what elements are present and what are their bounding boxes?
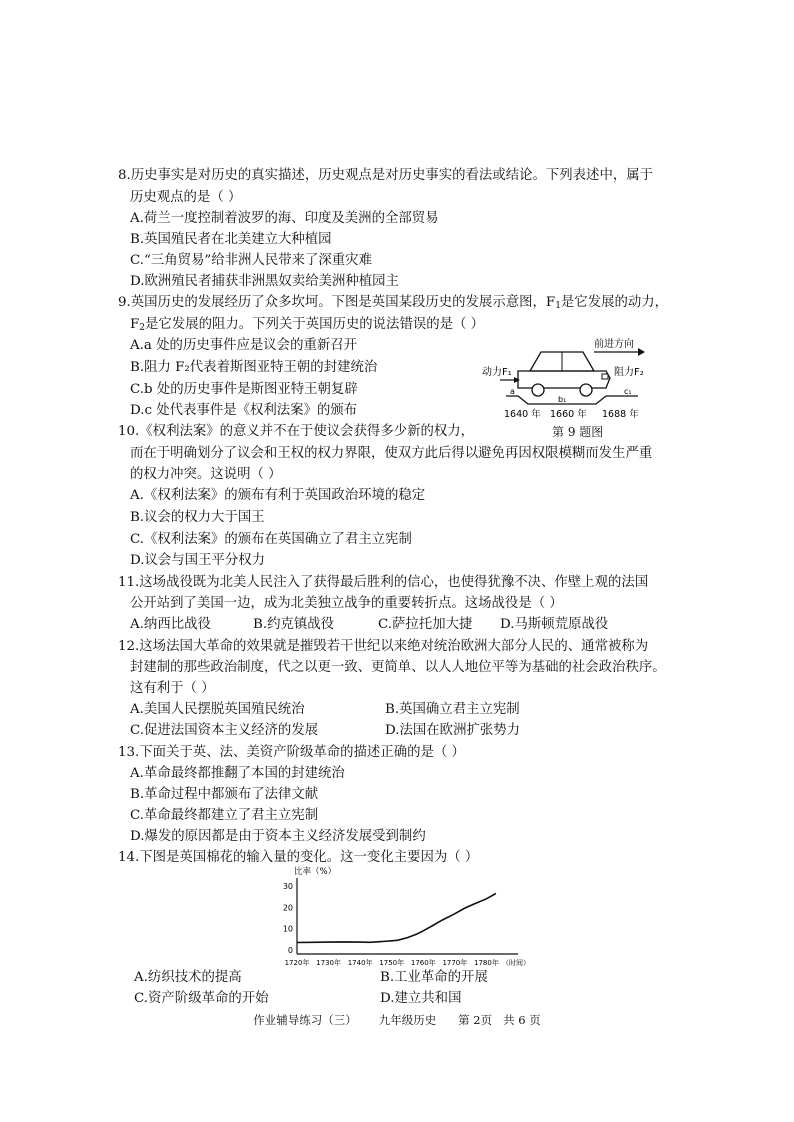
q8-option-a: A.荷兰一度控制着波罗的海、印度及美洲的全部贸易	[130, 211, 439, 226]
q10-stem-line-2: 而在于明确划分了议会和王权的权力界限，使双方此后得以避免再因权限模糊而发生严重	[130, 446, 653, 461]
forward-arrow-head	[638, 348, 645, 356]
q14-option-b: B.工业革命的开展	[380, 970, 488, 985]
force-left-label: 动力F₁	[482, 367, 512, 378]
y-axis-label: 比率（%）	[294, 867, 337, 877]
q8-option-c: C.“三角贸易”给非洲人民带来了深重灾难	[130, 253, 372, 268]
point-a-label: a	[510, 387, 515, 396]
y-tick-label: 10	[282, 924, 293, 934]
q10-option-c: C.《权利法案》的颁布在英国确立了君主立宪制	[130, 532, 412, 547]
y-tick-label: 20	[282, 903, 293, 913]
forward-direction-label: 前进方向	[594, 339, 634, 350]
q12-stem-line-1: 12.这场法国大革命的效果就是摧毁若干世纪以来绝对统治欧洲大部分人民的、通常被称为	[118, 639, 649, 654]
car-body	[518, 371, 610, 388]
q9-stem-line-2: $F_2$是它发展的阻力。下列关于英国历史的说法错误的是（ ）	[130, 317, 485, 333]
year-1640-label: 1640 年	[504, 409, 541, 420]
page-footer: 作业辅导练习（三） 九年级历史 第 2页 共 6 页	[253, 1013, 541, 1027]
x-tick-label: 1720年	[284, 959, 310, 967]
front-wheel	[580, 384, 592, 396]
q12-stem-line-2: 封建制的那些政治制度，代之以更一致、更简单、以人人地位平等为基础的社会政治秩序。	[130, 660, 666, 675]
y-tick-label: 0	[287, 946, 293, 955]
x-tick-label: 1770年	[442, 959, 468, 967]
q14-option-c: C.资产阶级革命的开始	[134, 991, 269, 1006]
q11-option-a: A.纳西比战役	[130, 617, 211, 632]
q11-option-c: C.萨拉托加大捷	[378, 617, 473, 632]
point-c-label: c₁	[624, 387, 632, 396]
x-tick-label: 1760年	[410, 959, 436, 967]
road-surface	[506, 396, 638, 404]
q10-stem-line-1: 10.《权利法案》的意义并不在于使议会获得多少新的权力，	[118, 424, 475, 439]
q12-stem-line-3: 这有利于（ ）	[130, 681, 215, 696]
q14-stem-line-1: 14.下图是英国棉花的输入量的变化。这一变化主要因为（ ）	[118, 850, 479, 865]
q13-option-c: C.革命最终都建立了君主立宪制	[130, 808, 319, 823]
q10-option-a: A.《权利法案》的颁布有利于英国政治环境的稳定	[130, 488, 426, 503]
q11-option-d: D.马斯顿荒原战役	[500, 617, 609, 632]
point-b-label: b₁	[558, 395, 567, 404]
q12-option-c: C.促进法国资本主义经济的发展	[130, 723, 319, 738]
q8-stem-line-2: 历史观点的是（ ）	[130, 190, 242, 205]
q13-option-a: A.革命最终都推翻了本国的封建统治	[130, 766, 345, 781]
car-headlight	[602, 374, 608, 379]
q13-option-d: D.爆发的原因都是由于资本主义经济发展受到制约	[130, 829, 426, 844]
y-tick-label: 30	[282, 882, 293, 891]
q11-stem-line-2: 公开站到了美国一边，成为北美独立战争的重要转折点。这场战役是（ ）	[130, 596, 563, 611]
x-axis-label: （时间）	[502, 959, 530, 967]
q8-stem-line-1: 8.历史事实是对历史的真实描述，历史观点是对历史事实的看法或结论。下列表述中，属于	[118, 168, 654, 183]
q14-option-a: A.纺织技术的提高	[134, 970, 242, 985]
year-1688-label: 1688 年	[602, 409, 639, 420]
q12-option-b: B.英国确立君主立宪制	[385, 702, 520, 717]
q9-option-d: D.c 处代表事件是《权利法案》的颁布	[130, 403, 358, 418]
q9-option-b: B.阻力 F₂代表着斯图亚特王朝的封建统治	[130, 360, 378, 375]
force-right-label: 阻力F₂	[614, 367, 644, 378]
q9-stem-line-1: 9.英国历史的发展经历了众多坎坷。下图是英国某段历史的发展示意图，$F_1$是它发展的动力，	[118, 295, 669, 311]
q12-option-a: A.美国人民摆脱英国殖民统治	[130, 702, 305, 717]
q11-option-b: B.约克镇战役	[253, 617, 335, 632]
q14-cotton-import-chart	[270, 864, 530, 968]
force-left-arrow-head	[514, 377, 520, 383]
series-line-cotton-import	[297, 894, 496, 943]
year-1660-label: 1660 年	[550, 409, 587, 420]
q12-option-d: D.法国在欧洲扩张势力	[385, 723, 521, 738]
q10-option-d: D.议会与国王平分权力	[130, 553, 266, 568]
q13-option-b: B.革命过程中都颁布了法律文献	[130, 787, 319, 802]
q10-stem-line-3: 的权力冲突。这说明（ ）	[130, 467, 282, 482]
q8-option-d: D.欧洲殖民者捕获非洲黑奴卖给美洲种植园主	[130, 274, 399, 289]
rear-wheel	[532, 384, 544, 396]
q8-option-b: B.英国殖民者在北美建立大种植园	[130, 232, 332, 247]
q9-figure-caption: 第 9 题图	[552, 425, 604, 439]
x-tick-label: 1780年	[474, 959, 499, 967]
q9-option-c: C.b 处的历史事件是斯图亚特王朝复辟	[130, 382, 358, 397]
q14-option-d: D.建立共和国	[380, 991, 462, 1006]
x-tick-label: 1740年	[347, 959, 373, 967]
x-tick-label: 1730年	[316, 959, 341, 967]
q11-stem-line-1: 11.这场战役既为北美人民注入了获得最后胜利的信心，也使得犹豫不决、作壁上观的法国	[118, 575, 649, 590]
q13-stem-line-1: 13.下面关于英、法、美资产阶级革命的描述正确的是（ ）	[118, 745, 465, 760]
q10-option-b: B.议会的权力大于国王	[130, 510, 265, 525]
x-tick-label: 1750年	[379, 959, 405, 967]
q9-option-a: A.a 处的历史事件应是议会的重新召开	[130, 338, 358, 353]
